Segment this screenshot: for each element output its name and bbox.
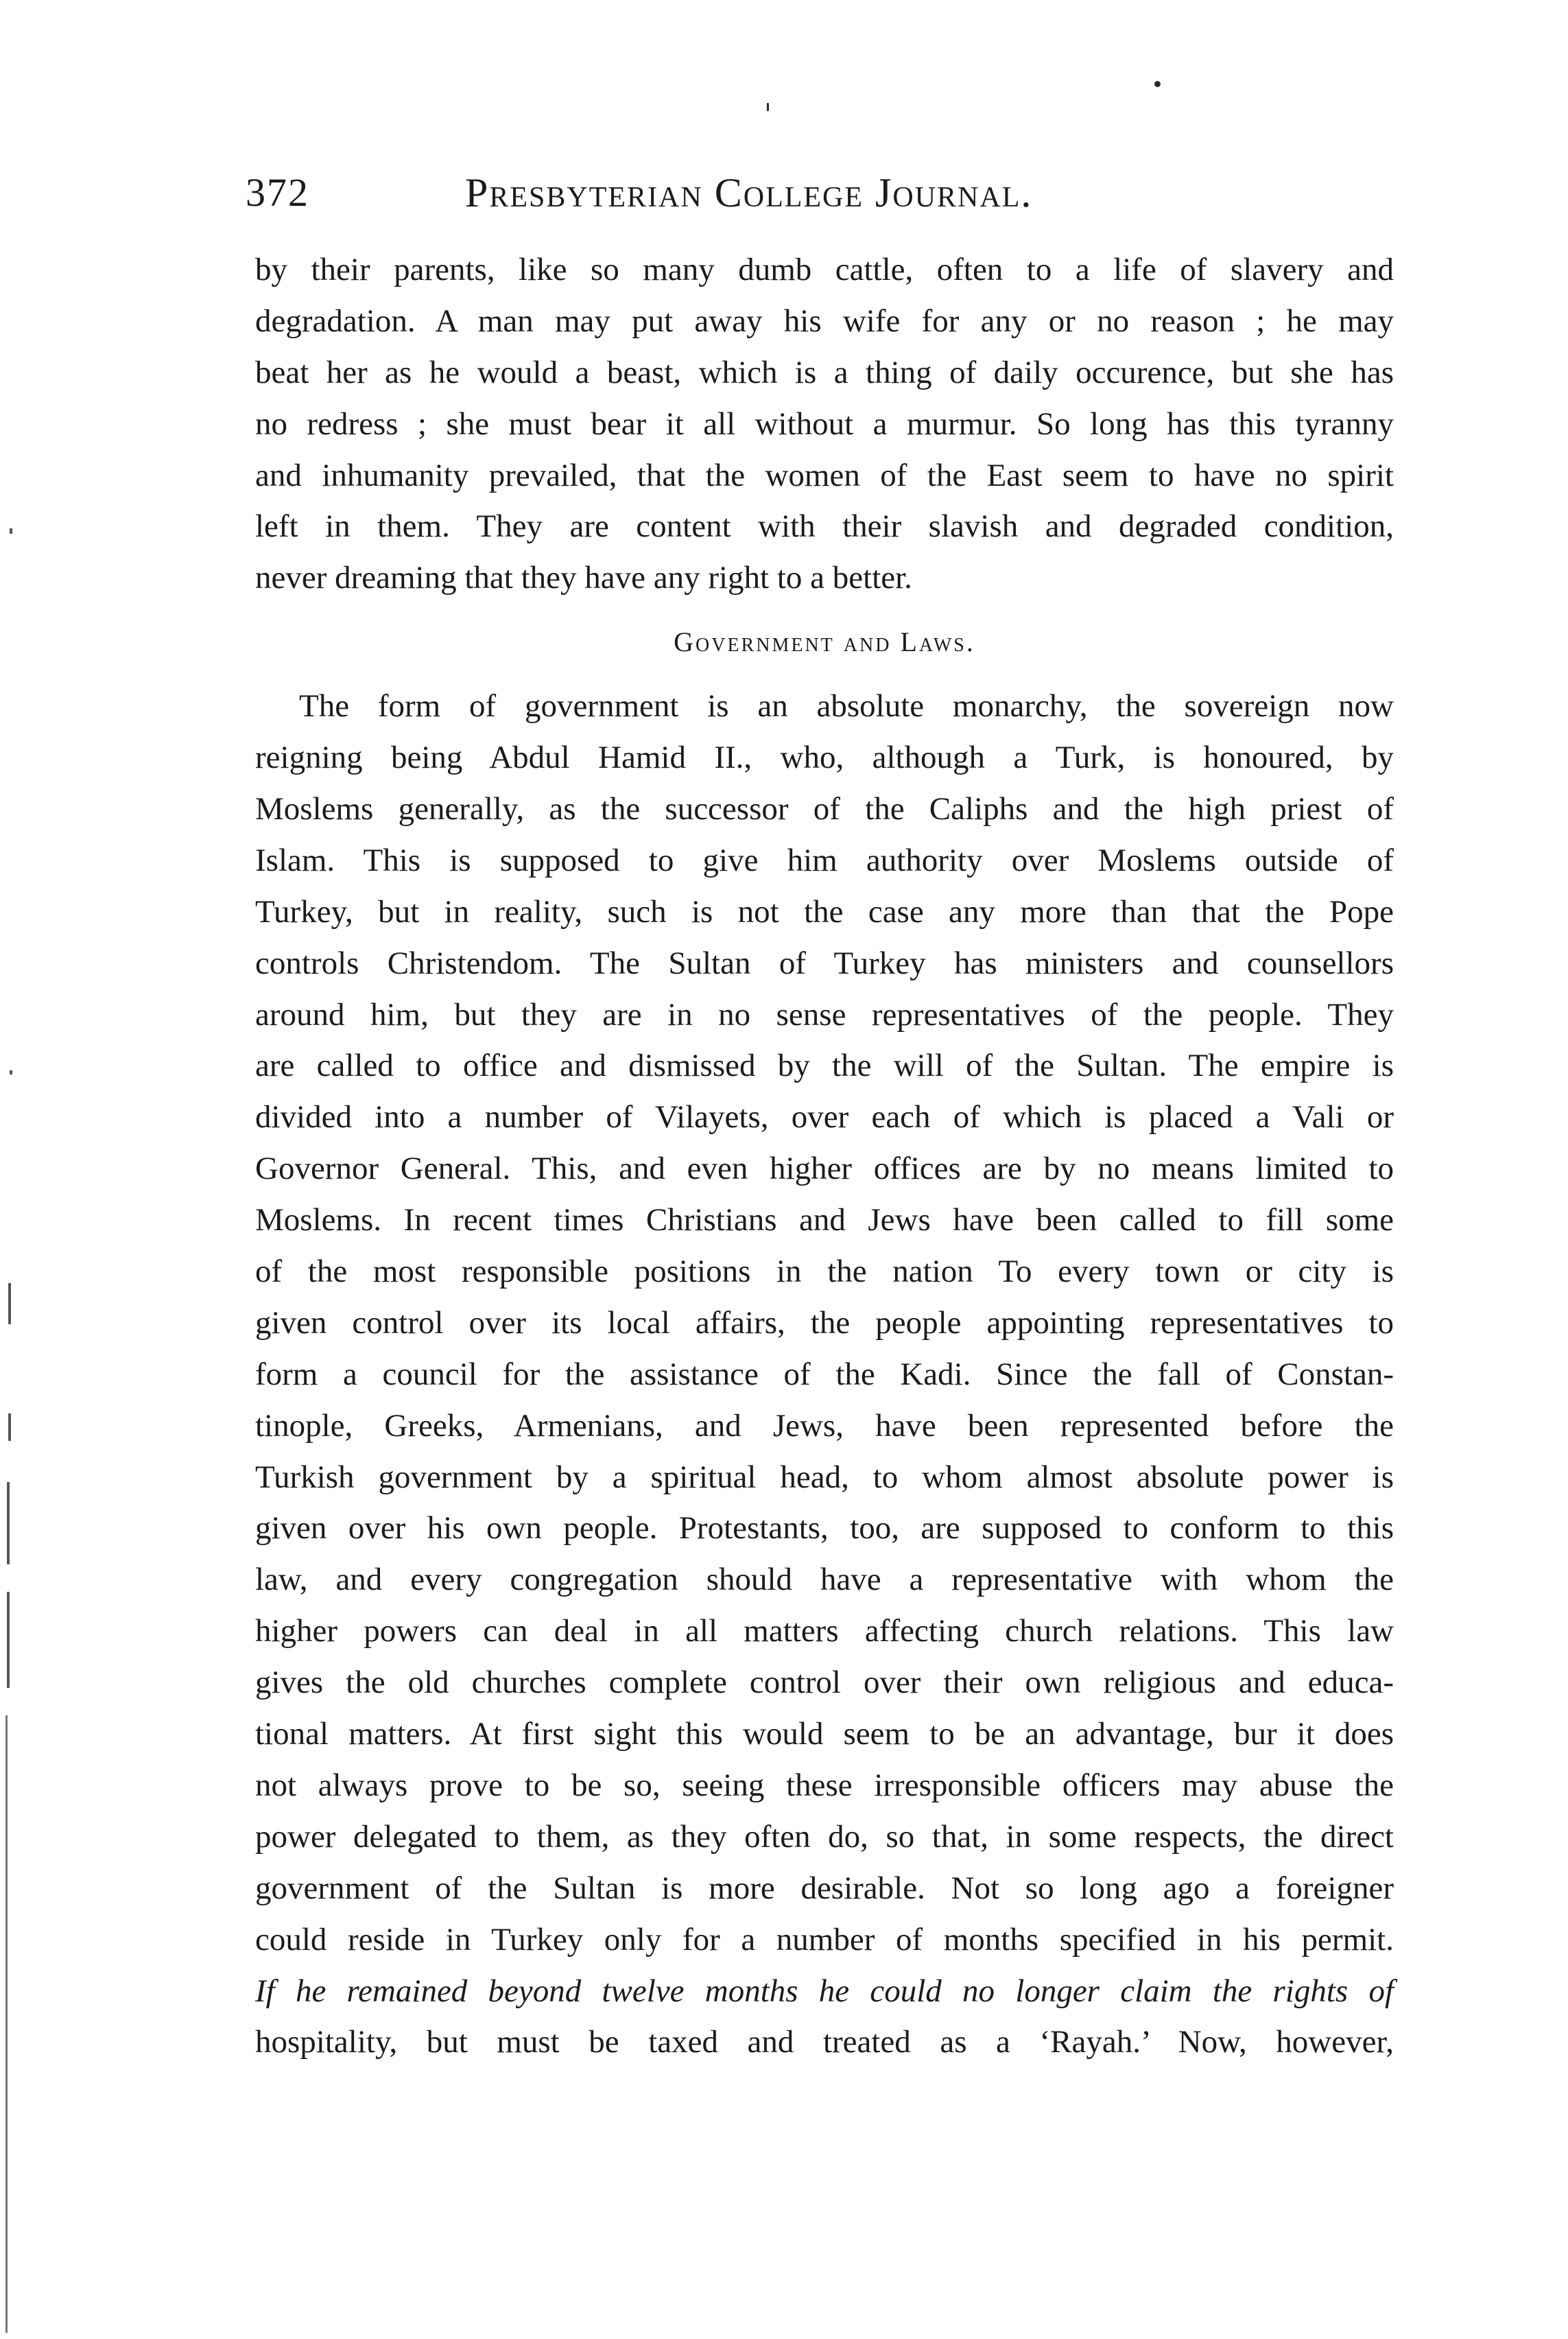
text-line: tinople, Greeks, Armenians, and Jews, have been represented before the bbox=[255, 1407, 1394, 1444]
text-line: Governor General. This, and even higher offices are by no means limited to bbox=[255, 1151, 1394, 1187]
text-line: not always prove to be so, seeing these irresponsible officers may abuse the bbox=[255, 1767, 1394, 1803]
ink-speck bbox=[767, 103, 769, 111]
text-line: hospitality, but must be taxed and treated as a ‘Rayah.’ Now, however, bbox=[255, 2024, 1394, 2060]
text-line: left in them. They are content with their slavish and degraded condition, bbox=[255, 508, 1394, 545]
scan-speck bbox=[7, 1592, 10, 1688]
text-line: never dreaming that they have any right to a better. bbox=[255, 560, 912, 596]
scan-margin-artifacts bbox=[0, 0, 27, 2339]
text-line: Moslems generally, as the successor of the Caliphs and the high priest of bbox=[255, 791, 1394, 827]
text-line: Moslems. In recent times Christians and Jews have been called to fill some bbox=[255, 1202, 1394, 1238]
scan-speck bbox=[10, 528, 12, 534]
text-line: government of the Sultan is more desirable. Not so long ago a foreigner bbox=[255, 1870, 1394, 1906]
scan-speck bbox=[8, 1283, 11, 1324]
scan-speck bbox=[7, 1482, 10, 1564]
text-line: of the most responsible positions in the nation To every town or city is bbox=[255, 1254, 1394, 1290]
ink-speck bbox=[1154, 81, 1161, 87]
text-line: higher powers can deal in all matters affecting church relations. This law bbox=[255, 1613, 1394, 1649]
section-heading: Government and Laws. bbox=[674, 626, 975, 658]
scan-speck bbox=[10, 1070, 12, 1074]
running-title: Presbyterian College Journal. bbox=[465, 170, 1033, 215]
scan-speck bbox=[8, 1413, 11, 1441]
text-line: given control over its local affairs, the people appointing representatives to bbox=[255, 1304, 1394, 1341]
text-line: Turkey, but in reality, such is not the case any more than that the Pope bbox=[255, 893, 1394, 930]
text-line: form a council for the assistance of the Kadi. Since the fall of Constan- bbox=[255, 1356, 1394, 1392]
text-line: law, and every congregation should have a representative with whom the bbox=[255, 1562, 1394, 1598]
text-line: power delegated to them, as they often do, so that, in some respects, the direct bbox=[255, 1818, 1394, 1855]
paragraph-1 bbox=[255, 244, 1394, 604]
running-header bbox=[246, 162, 1412, 224]
paragraph-2 bbox=[255, 681, 1394, 2068]
text-line: tional matters. At first sight this would seem to be an advantage, bur it does bbox=[255, 1716, 1394, 1752]
text-line: Islam. This is supposed to give him authority over Moslems outside of bbox=[255, 842, 1394, 878]
text-line: and inhumanity prevailed, that the women of the East seem to have no spirit bbox=[255, 457, 1394, 493]
text-line: around him, but they are in no sense representatives of the people. They bbox=[255, 996, 1394, 1033]
text-line: degradation. A man may put away his wife for any or no reason ; he may bbox=[255, 303, 1394, 339]
text-line: controls Christendom. The Sultan of Turkey has ministers and counsellors bbox=[255, 945, 1394, 981]
scan-speck bbox=[5, 1715, 8, 2333]
body-text bbox=[255, 244, 1394, 2068]
text-line: divided into a number of Vilayets, over each of which is placed a Vali or bbox=[255, 1099, 1394, 1136]
text-line: If he remained beyond twelve months he could no longer claim the rights of bbox=[255, 1973, 1394, 2009]
text-line: given over his own people. Protestants, too, are supposed to conform to this bbox=[255, 1510, 1394, 1547]
text-line: no redress ; she must bear it all without a murmur. So long has this tyranny bbox=[255, 405, 1394, 442]
text-line: gives the old churches complete control over their own religious and educa- bbox=[255, 1665, 1394, 1701]
text-line: The form of government is an absolute monarchy, the sovereign now bbox=[299, 688, 1394, 725]
text-line: by their parents, like so many dumb cattle, often to a life of slavery and bbox=[255, 252, 1394, 287]
page-number: 372 bbox=[246, 170, 309, 215]
text-line: Turkish government by a spiritual head, to whom almost absolute power is bbox=[255, 1459, 1394, 1495]
text-line: are called to office and dismissed by the will of the Sultan. The empire is bbox=[255, 1048, 1394, 1084]
text-line: beat her as he would a beast, which is a thing of daily occurence, but she has bbox=[255, 354, 1394, 390]
text-line: could reside in Turkey only for a number of months specified in his permit. bbox=[255, 1921, 1394, 1958]
text-line: reigning being Abdul Hamid II., who, although a Turk, is honoured, by bbox=[255, 740, 1394, 776]
